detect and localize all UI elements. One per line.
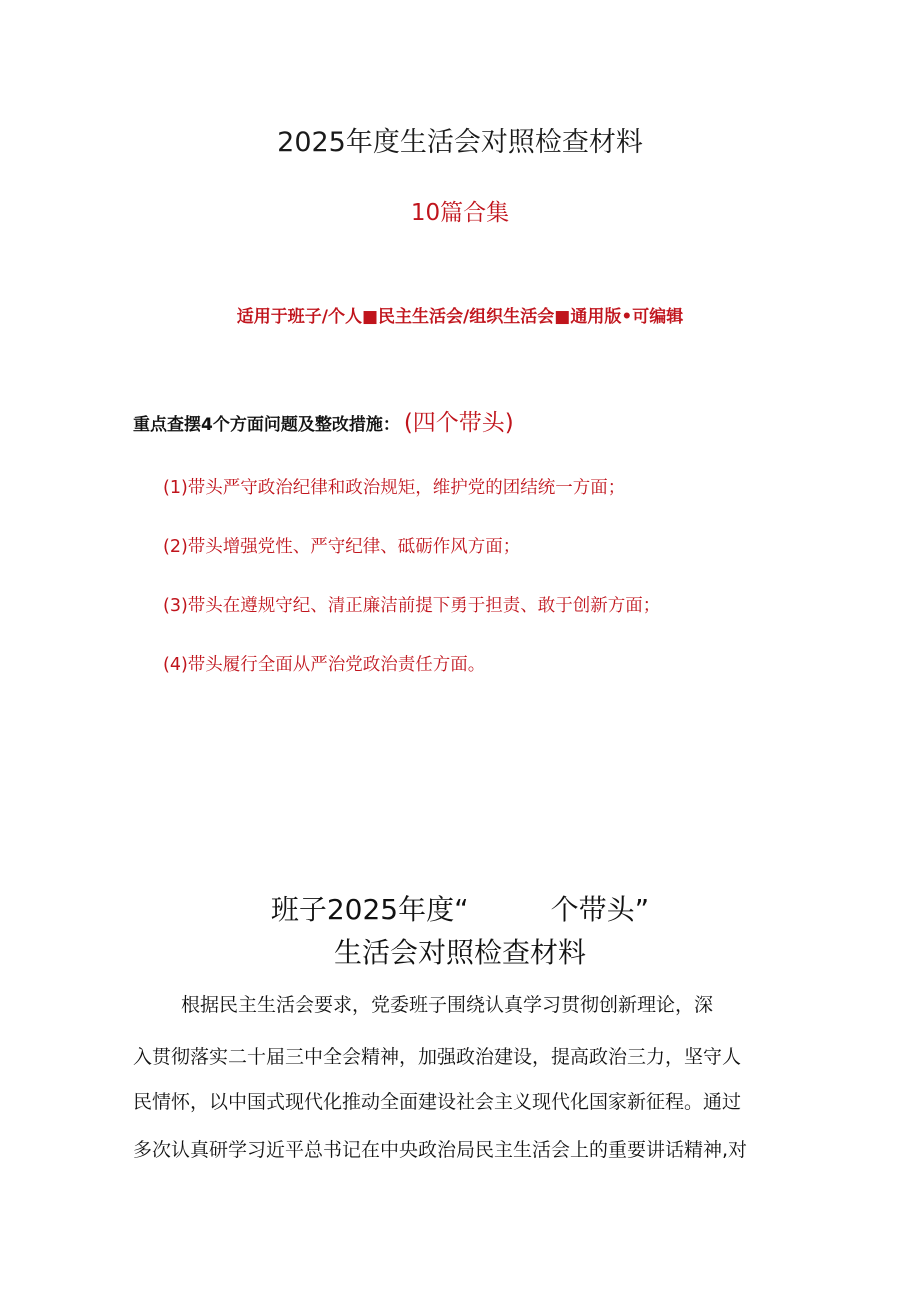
focus-line [133, 404, 514, 437]
paragraph-line: 根据民主生活会要求，党委班子围绕认真学习贯彻创新理论，深 [181, 994, 714, 1016]
document-title-line-2: 生活会对照检查材料 [333, 936, 586, 969]
list-item: (4)带头履行全面从严治党政治责任方面。 [163, 655, 486, 675]
subtitle: 10篇合集 [410, 200, 510, 226]
list-item: (3)带头在遵规守纪、清正廉洁前提下勇于担责、敢于创新方面； [163, 596, 661, 616]
list-item: (2)带头增强党性、严守纪律、砥砺作风方面； [163, 537, 521, 557]
document-title-right: 个带头” [550, 893, 650, 926]
focus-tag: (四个带头) [403, 410, 514, 436]
document-title-line-1 [0, 888, 920, 928]
focus-label: 重点查摆4个方面问题及整改措施： [133, 415, 400, 435]
document-title-left: 班子2025年度“ [270, 893, 469, 926]
main-title: 2025年度生活会对照检查材料 [277, 127, 643, 158]
paragraph-line: 入贯彻落实二十届三中全会精神，加强政治建设，提高政治三力，坚守人 [133, 1046, 742, 1068]
paragraph-line: 民情怀，以中国式现代化推动全面建设社会主义现代化国家新征程。通过 [133, 1091, 742, 1113]
list-item: (1)带头严守政治纪律和政治规矩，维护党的团结统一方面； [163, 478, 626, 498]
scope-line: 适用于班子/个人■民主生活会/组织生活会■通用版•可编辑 [236, 307, 684, 327]
paragraph-line: 多次认真研学习近平总书记在中央政治局民主生活会上的重要讲话精神,对 [133, 1139, 748, 1161]
